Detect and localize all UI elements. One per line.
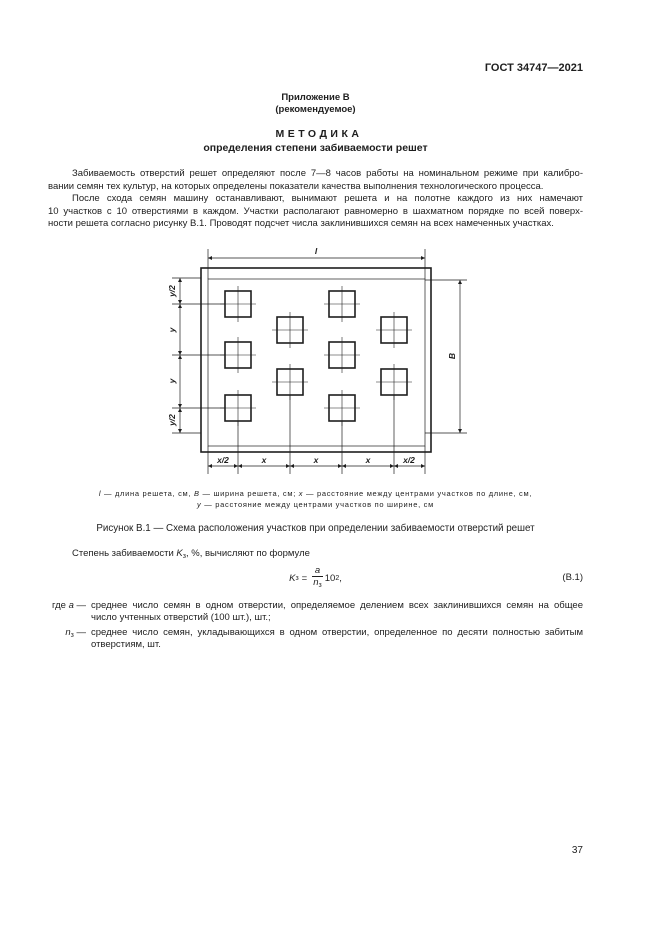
paragraph-line: 10 участков с 10 отверстиями в каждом. Участки располагают равномерно в шахматном порядке по всей поверх- xyxy=(48,205,583,217)
legend-symbol: B xyxy=(193,489,200,498)
x-label: x xyxy=(365,455,371,465)
standard-number: ГОСТ 34747—2021 xyxy=(484,62,583,74)
formula-intro xyxy=(72,548,310,563)
definition-prefix: где xyxy=(52,600,69,611)
sieve-layout-figure xyxy=(150,236,480,482)
formula-factor-base: 10 xyxy=(324,572,336,584)
formula-intro-subscript: з xyxy=(182,553,186,560)
formula-denominator-symbol: n xyxy=(313,577,319,588)
definition-subscript: з xyxy=(70,632,74,639)
paragraph-line: Забиваемость отверстий решет определяют после 7—8 часов работы на номинальном режиме при калибро- xyxy=(72,168,583,179)
definition-text xyxy=(91,627,583,651)
definition-line: среднее число семян в одном отверстии, определяемое делением всех заклинившихся семян на общее xyxy=(91,600,583,611)
definition-label xyxy=(48,600,86,624)
formula xyxy=(48,566,583,590)
formula-fraction xyxy=(312,565,323,591)
definition-line: среднее число семян, укладывающихся в одном отверстии, определенное по десяти полностью забитым xyxy=(91,627,583,638)
sample-plot xyxy=(324,286,360,322)
sample-plot xyxy=(376,364,412,400)
figure-legend-line xyxy=(48,499,583,510)
sample-plot xyxy=(220,390,256,426)
paragraph-2 xyxy=(48,193,583,231)
formula-denominator xyxy=(312,576,323,591)
paragraph-line: После схода семян машину останавливают, вынимают решета и на полотне каждого из них намечают xyxy=(72,193,583,204)
definition-line: число учтенных отверстий (100 шт.), шт.; xyxy=(91,612,271,623)
length-label: l xyxy=(314,246,318,256)
sample-plot xyxy=(220,286,256,322)
paragraph-line: ности решета согласно рисунку В.1. Проводят подсчет числа заклинившихся семян на всех намеченных участках. xyxy=(48,218,554,229)
method-subtitle: определения степени забиваемости решет xyxy=(203,142,428,154)
y-label: y xyxy=(167,378,177,384)
formula-equals: = xyxy=(301,572,308,584)
paragraph-line: вании семян тех культур, на которых определены показатели качества выполнения технологического процесса. xyxy=(48,180,544,192)
formula-numerator: a xyxy=(314,565,321,576)
definition-text xyxy=(91,600,583,624)
sample-plot xyxy=(220,337,256,373)
formula-factor-exponent: 2 xyxy=(335,574,340,582)
formula-lhs-symbol: K xyxy=(289,572,296,584)
legend-text: — ширина решета, см; xyxy=(199,489,299,498)
definition-dash: — xyxy=(76,627,86,638)
sample-plot xyxy=(272,312,308,348)
appendix-title: Приложение В xyxy=(281,92,350,103)
definition-dash: — xyxy=(76,600,86,611)
x-half-label: x/2 xyxy=(403,455,415,465)
legend-symbol: l xyxy=(98,489,102,498)
y-half-label: y/2 xyxy=(167,414,177,426)
x-label: x xyxy=(261,455,267,465)
page-number: 37 xyxy=(571,845,583,856)
definition-symbol: a xyxy=(68,600,74,611)
formula-intro-symbol: K xyxy=(176,548,183,559)
y-label: y xyxy=(167,327,177,333)
paragraph-1 xyxy=(48,168,583,193)
formula-lhs-subscript: з xyxy=(295,574,299,582)
figure-caption: Рисунок В.1 — Схема расположения участков при определении забиваемости отверстий решет xyxy=(96,523,535,534)
formula-intro-text: , %, вычисляют по формуле xyxy=(185,548,310,559)
definition-item xyxy=(48,627,583,651)
appendix-status: (рекомендуемое) xyxy=(275,104,356,115)
formula-denominator-subscript: з xyxy=(318,582,322,589)
formula-intro-text: Степень забиваемости xyxy=(72,548,177,559)
x-half-label: x/2 xyxy=(217,455,229,465)
sample-plot xyxy=(324,337,360,373)
definition-symbol: n xyxy=(65,627,71,638)
y-half-label: y/2 xyxy=(167,285,177,297)
legend-symbol: x xyxy=(298,489,304,498)
width-label: B xyxy=(447,352,457,360)
legend-text: — расстояние между центрами участков по ширине, см xyxy=(201,500,434,509)
sample-plot xyxy=(324,390,360,426)
sample-plot xyxy=(272,364,308,400)
definition-label xyxy=(48,627,86,651)
legend-text: — расстояние между центрами участков по длине, см, xyxy=(303,489,533,498)
formula-number: (В.1) xyxy=(562,572,583,583)
legend-symbol: y xyxy=(197,500,202,509)
figure-legend-line xyxy=(48,488,583,499)
definition-item xyxy=(48,600,583,624)
definition-line: отверстиям, шт. xyxy=(91,639,161,650)
x-label: x xyxy=(313,455,319,465)
sample-plot xyxy=(376,312,412,348)
legend-text: — длина решета, см, xyxy=(101,489,194,498)
formula-trailing: , xyxy=(339,572,342,584)
method-title: МЕТОДИКА xyxy=(275,128,363,140)
